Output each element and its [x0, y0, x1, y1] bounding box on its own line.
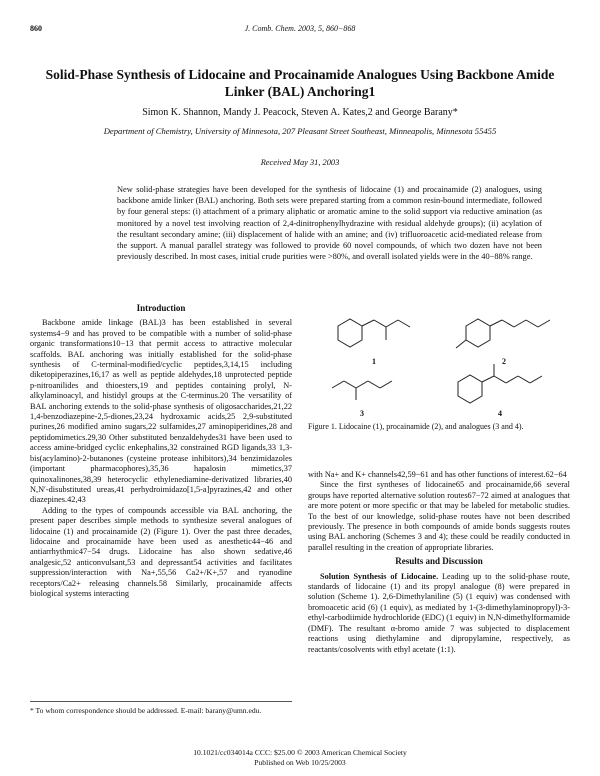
figure-1-structures: [308, 296, 570, 420]
intro-paragraph-2: Adding to the types of compounds accessible via BAL anchoring, the present paper describes simple methods to synthesize several analogues of lidocaine (1) and procainamide (2) (Figure 1). Over the past three decades, lidocaine and procainamide have been used as anesthetic44−46 and antiarrhythmic47−54 drugs. Lidocaine has also shown sedative,46 analgesic,52 anticonvulsant,53 and depressant54 activities and facilitates suppression/interaction with Na+,55,56 Ca2+/K+,57 and ryanodine receptors/Ca2+ releasing channels.58 Similarly, procainamide affects biological systems interacting: [30, 505, 292, 598]
figure-1-caption: Figure 1. Lidocaine (1), procainamide (2), and analogues (3 and 4).: [308, 422, 524, 431]
received-date: Received May 31, 2003: [260, 158, 340, 167]
chemical-structures-drawing: [308, 296, 570, 420]
correspondence-footnote: * To whom correspondence should be addressed. E-mail: barany@umn.edu.: [30, 701, 292, 716]
author-list: Simon K. Shannon, Mandy J. Peacock, Steven A. Kates,2 and George Barany*: [142, 107, 458, 118]
structure-label-3: 3: [360, 409, 364, 418]
continued-paragraph: with Na+ and K+ channels42,59−61 and has other functions of interest.62−64: [308, 470, 567, 479]
affiliation: Department of Chemistry, University of Minnesota, 207 Pleasant Street Southeast, Minneapolis, Minnesota 55455: [103, 126, 497, 136]
structure-label-4: 4: [498, 409, 502, 418]
structure-label-1: 1: [372, 357, 376, 366]
results-heading: Results and Discussion: [395, 556, 483, 567]
right-column: [308, 470, 570, 655]
paragraph-4: Leading up to the solid-phase route, standards of lidocaine (1) and its propyl analogue (8) were prepared in solution (Scheme 1). 2,6-Dimethylaniline (5) (1 equiv) was condensed with bromoacetic acid (6) (1 equiv), as mediated by 1-(3-dimethylaminopropyl)-3-ethyl-carbodiimide hydrochloride (EDC) (1 equiv) in N,N-dimethylformamide (DMF). The resultant α-bromo amide 7 was subjected to displacement reactions using diethylamine and dipropylamine, respectively, as reactants/cosolvents with ethyl acetate (1:1).: [308, 571, 570, 654]
article-title: Solid-Phase Synthesis of Lidocaine and Procainamide Analogues Using Backbone Amide Linker (BAL) Anchoring1: [45, 67, 555, 99]
intro-heading: Introduction: [136, 303, 186, 313]
page-number: 860: [30, 24, 42, 33]
doi-line: 10.1021/cc034014a CCC: $25.00 © 2003 American Chemical Society: [193, 748, 407, 757]
running-header: [30, 24, 570, 38]
publication-date: Published on Web 10/25/2003: [254, 758, 346, 767]
abstract: New solid-phase strategies have been developed for the synthesis of lidocaine (1) and procainamide (2) analogues, using backbone amide linker (BAL) anchoring. Both sets were prepared starting from a common resin-bound intermediate, followed by four general steps: (i) attachment of a primary aliphatic or aromatic amine to the solid support via reductive amination (as monitored by a novel test involving reaction of 2,4-dinitrophenylhydrazine with residual aldehyde groups); (ii) acylation of the resultant secondary amine; (iii) displacement of halide with an amine; and (iv) trifluoroacetic acid-mediated release from the support. A manual parallel strategy was followed to provide 60 novel compounds, of which two dozen have not been previously described. In most cases, initial crude purities were >80%, and overall isolated yields were in the 40−88% range.: [117, 185, 542, 262]
structure-label-2: 2: [502, 357, 506, 366]
left-column: [30, 300, 292, 599]
journal-citation: J. Comb. Chem. 2003, 5, 860−868: [244, 24, 356, 33]
paragraph-3: Since the first syntheses of lidocaine65 and procainamide,66 several groups have reported alternative solution routes67−72 aimed at analogues that are more potent or more specific or that may be labeled for metabolic studies. To the best of our knowledge, solid-phase routes have not been described previously. The presence in both compounds of amide bonds suggests routes using BAL anchoring (Schemes 3 and 4); these could be readily conducted in parallel resulting in the creation of appropriate libraries.: [308, 480, 570, 552]
doi-footer: [30, 748, 570, 768]
subheading-solution-synthesis: Solution Synthesis of Lidocaine.: [320, 571, 439, 581]
intro-paragraph-1: Backbone amide linkage (BAL)3 has been established in several systems4−9 and has proved to be compatible with a number of solid-phase organic transformations10−13 that permit access to attractive molecular scaffolds. BAL anchoring was initially established for the solid-phase synthesis of C-terminal-modified/cyclic peptides,3,14,15 including diketopiperazines,16,17 as well as peptide aldehydes,18 unprotected peptide p-nitroanilides and thioesters,19 and peptides containing prolyl, N-alkylaminoacyl, and histidyl groups at the C-terminus.20 The versatility of BAL anchoring extends to the solid-phase synthesis of oligosaccharides,21,22 1,4-benzodiazepine-2,5-diones,23,24 hydroxamic acids,25 2,9-substituted purines,26 modified amino sugars,22 sulfamides,27 aminopiperidines,28 and peptidomimetics.29,30 Other substituted benzaldehydes31 have been used to access amine-bridged cyclic enkephalins,32 constrained RGD ligands,33 1,3-bis(acylamino)-2-butanones (cysteine protease inhibitors),34 benzimidazoles (important pharmacophores),35,36 hapalosin mimetics,37 quinoxalinones,38,39 heterocyclic ethylenediamine-derivatized libraries,40 N,N′-disubstituted ureas,41 perhydroimidazo[1,5-a]pyrazines,42 and other diazepines.42,43: [30, 318, 292, 505]
